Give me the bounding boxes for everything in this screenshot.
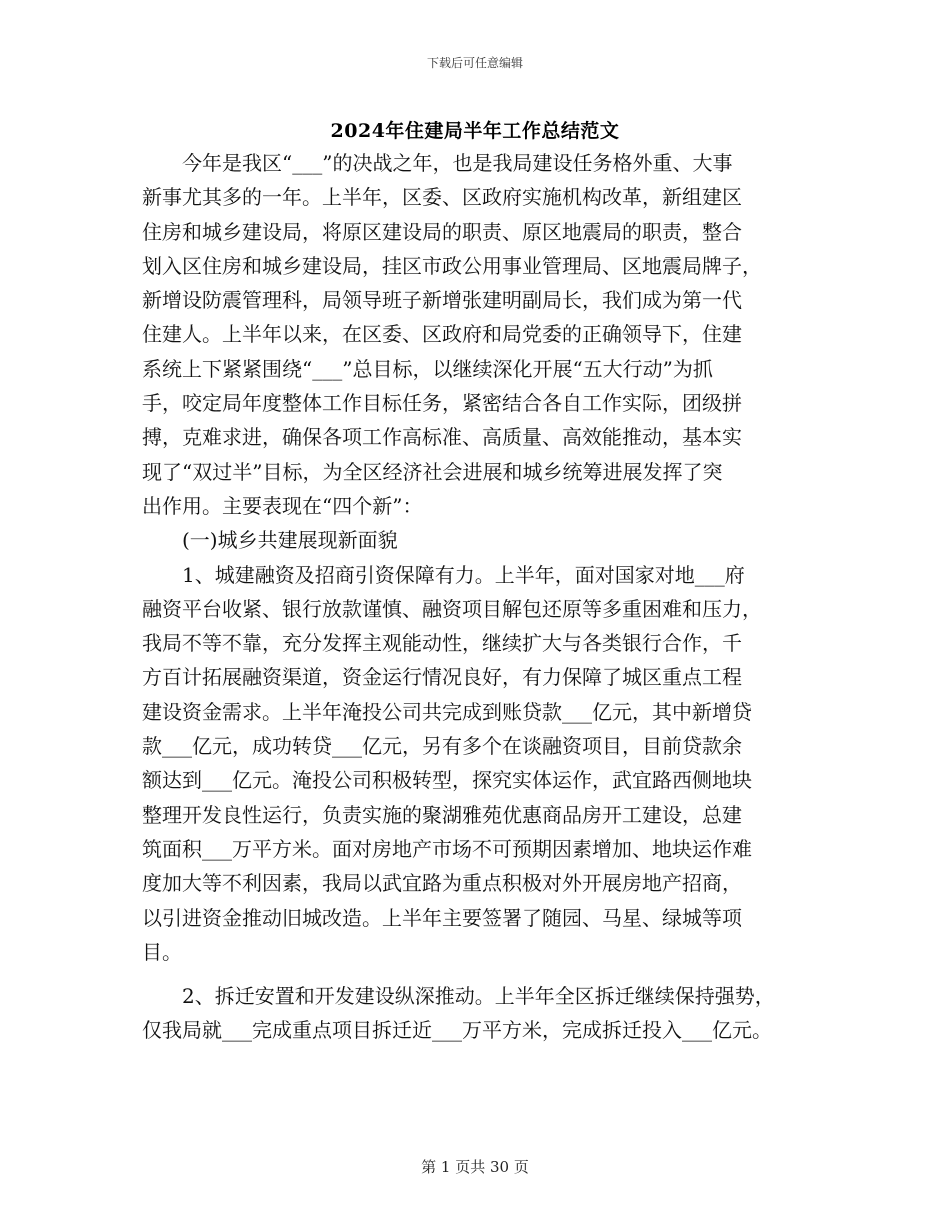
- header-note: 下载后可任意编辑: [426, 56, 523, 70]
- text-line: 款___亿元，成功转贷___亿元，另有多个在谈融资项目，目前贷款余: [142, 734, 742, 759]
- text-line: 1、城建融资及招商引资保障有力。上半年，面对国家对地___府: [142, 562, 745, 587]
- section-heading: (一)城乡共建展现新面貌: [142, 528, 398, 553]
- text-line: 系统上下紧紧围绕“___”总目标，以继续深化开展“五大行动”为抓: [142, 356, 713, 381]
- text-line: 2、拆迁安置和开发建设纵深推动。上半年全区拆迁继续保持强势，: [142, 984, 775, 1009]
- text-line: 度加大等不利因素，我局以武宜路为重点积极对外开展房地产招商，: [142, 871, 742, 896]
- text-line: 现了“双过半”目标，为全区经济社会进展和城乡统筹进展发挥了突: [142, 459, 723, 484]
- text-line: 筑面积___万平方米。面对房地产市场不可预期因素增加、地块运作难: [142, 836, 752, 861]
- text-line: 住建人。上半年以来，在区委、区政府和局党委的正确领导下，住建: [142, 322, 742, 347]
- text-line: 额达到___亿元。淹投公司积极转型，探究实体运作，武宜路西侧地块: [142, 768, 752, 793]
- paragraph-gap: [142, 969, 842, 979]
- text-line: 我局不等不靠，充分发挥主观能动性，继续扩大与各类银行合作，千: [142, 631, 742, 656]
- text-line: 仅我局就___完成重点项目拆迁近___万平方米，完成拆迁投入___亿元。: [142, 1018, 772, 1043]
- text-line: 手，咬定局年度整体工作目标任务，紧密结合各自工作实际，团级拼: [142, 391, 742, 416]
- text-line: 出作用。主要表现在“四个新”：: [142, 493, 423, 518]
- document-body: [142, 146, 842, 1048]
- text-line: 方百计拓展融资渠道，资金运行情况良好，有力保障了城区重点工程: [142, 665, 742, 690]
- text-line: 搏，克难求进，确保各项工作高标准、高质量、高效能推动，基本实: [142, 425, 742, 450]
- document-title: 2024年住建局半年工作总结范文: [330, 120, 620, 142]
- text-line: 今年是我区“___”的决战之年，也是我局建设任务格外重、大事: [142, 151, 733, 175]
- text-line: 划入区住房和城乡建设局，挂区市政公用事业管理局、区地震局牌子，: [142, 253, 762, 278]
- text-line: 新事尤其多的一年。上半年，区委、区政府实施机构改革，新组建区: [142, 185, 742, 210]
- text-line: 整理开发良性运行，负责实施的聚湖雅苑优惠商品房开工建设，总建: [142, 802, 742, 827]
- text-line: 建设资金需求。上半年淹投公司共完成到账贷款___亿元，其中新增贷: [142, 699, 752, 724]
- text-line: 融资平台收紧、银行放款谨慎、融资项目解包还原等多重困难和压力，: [142, 596, 762, 621]
- text-line: 目。: [142, 939, 182, 964]
- text-line: 住房和城乡建设局，将原区建设局的职责、原区地震局的职责，整合: [142, 219, 742, 244]
- page-footer: 第 1 页共 30 页: [421, 1158, 529, 1176]
- text-line: 以引进资金推动旧城改造。上半年主要签署了随园、马星、绿城等项: [142, 905, 742, 930]
- text-line: 新增设防震管理科，局领导班子新增张建明副局长，我们成为第一代: [142, 288, 742, 313]
